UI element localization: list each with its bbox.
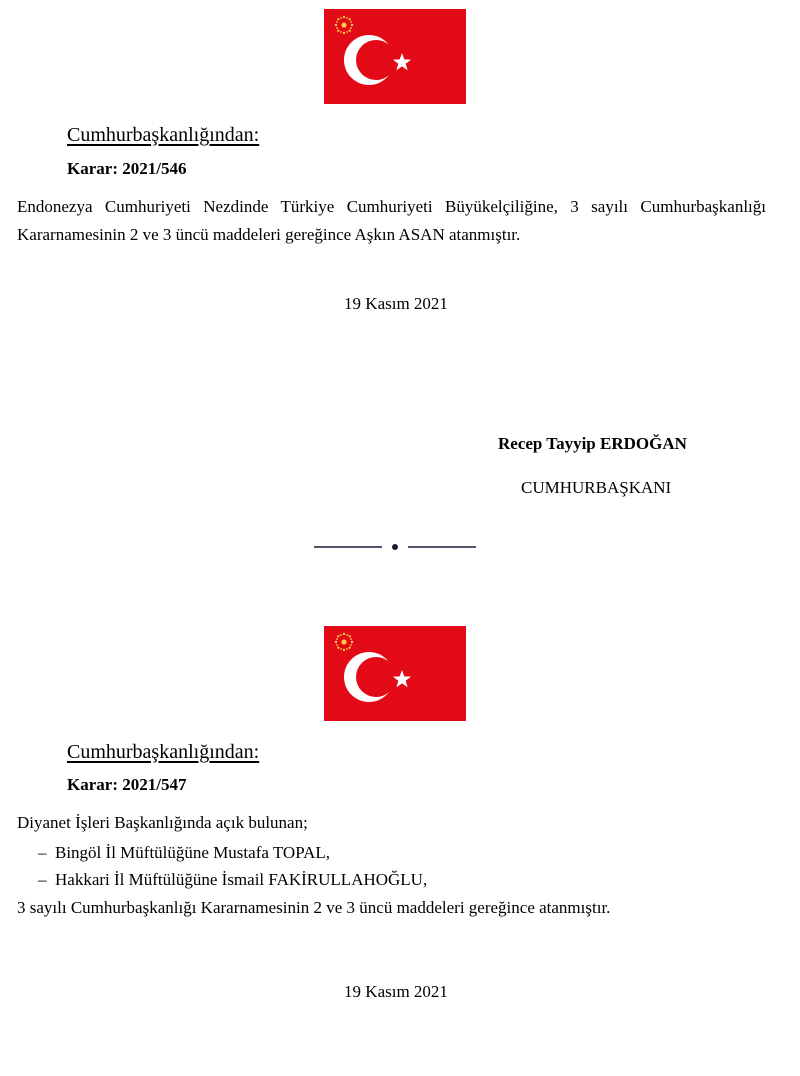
decree-closing-text: 3 sayılı Cumhurbaşkanlığı Kararnamesinin 2 ve 3 üncü maddeleri gereğince atanmıştır.: [17, 898, 611, 917]
list-item-text: Bingöl İl Müftülüğüne Mustafa TOPAL,: [55, 843, 330, 862]
turkish-flag-icon: [324, 626, 466, 721]
turkish-flag-icon: [324, 9, 466, 104]
decree-date: 19 Kasım 2021: [344, 294, 448, 313]
decree-issuer-heading: Cumhurbaşkanlığından:: [67, 124, 260, 146]
decree-body-text: Endonezya Cumhuriyeti Nezdinde Türkiye Cumhuriyeti Büyükelçiliğine, 3 sayılı Cumhurbaşkanlığı Kararnamesinin 2 ve 3 üncü maddeleri gereğince Aşkın ASAN atanmıştır.: [17, 197, 766, 244]
decree-number: Karar: 2021/547: [67, 775, 187, 794]
list-marker: –: [38, 870, 47, 889]
list-item: [38, 843, 330, 863]
signatory-title: CUMHURBAŞKANI: [521, 478, 672, 497]
signatory-name: Recep Tayyip ERDOĞAN: [498, 434, 687, 453]
section-separator: [300, 537, 490, 557]
decree-issuer-heading: Cumhurbaşkanlığından:: [67, 741, 260, 763]
decree-number: Karar: 2021/546: [67, 159, 187, 178]
decree-date: 19 Kasım 2021: [344, 982, 448, 1001]
list-item-text: Hakkari İl Müftülüğüne İsmail FAKİRULLAHOĞLU,: [55, 870, 428, 889]
list-item: [38, 870, 427, 890]
decree-intro-text: Diyanet İşleri Başkanlığında açık bulunan;: [17, 813, 308, 832]
list-marker: –: [38, 843, 47, 862]
